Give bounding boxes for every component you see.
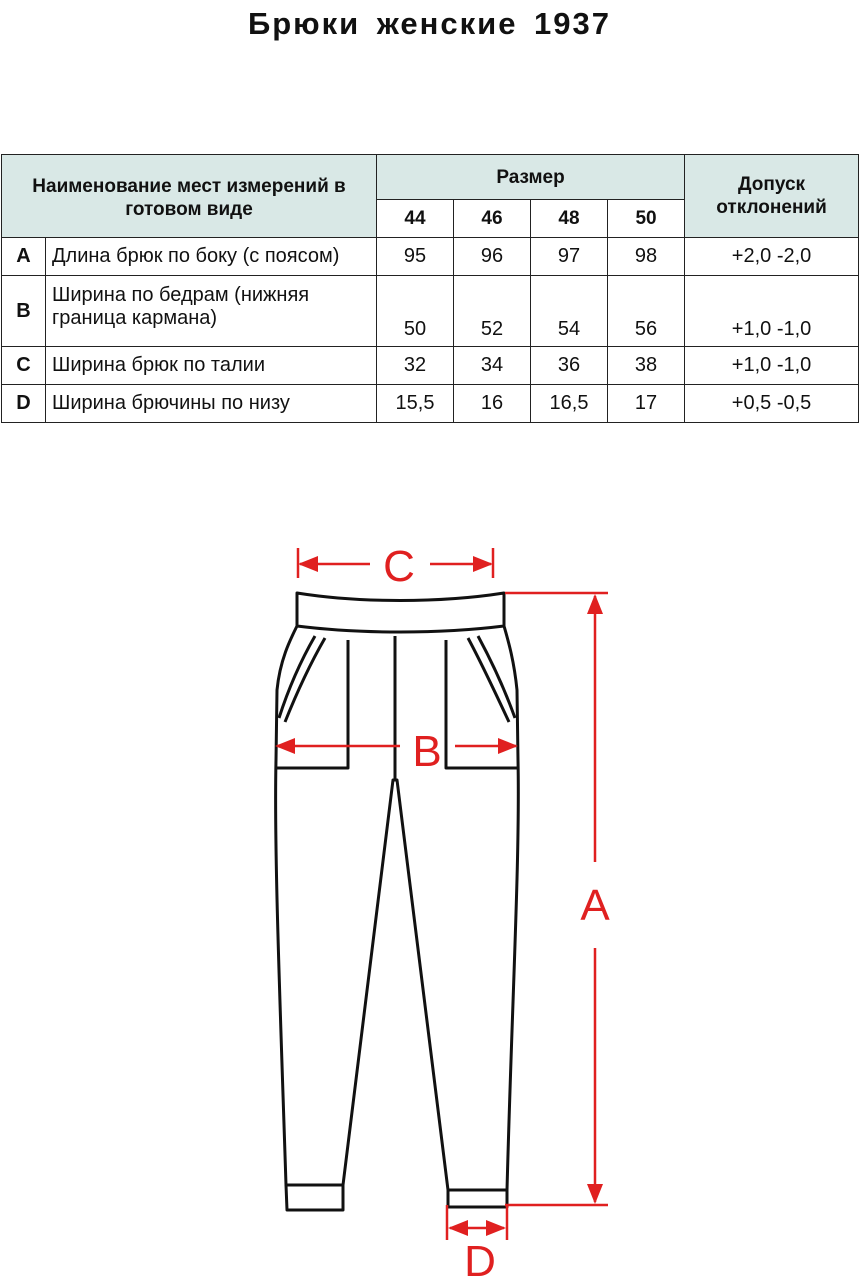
row-value: 16 xyxy=(454,385,531,423)
header-size: Размер xyxy=(377,155,685,200)
row-tolerance: +1,0 -1,0 xyxy=(685,347,859,385)
row-value: 15,5 xyxy=(377,385,454,423)
waistband xyxy=(297,593,504,632)
table-row xyxy=(2,238,859,276)
row-value: 98 xyxy=(608,238,685,276)
pants-outline xyxy=(276,593,519,1210)
row-value: 16,5 xyxy=(531,385,608,423)
row-label: Ширина брючины по низу xyxy=(46,385,377,423)
table-row xyxy=(2,347,859,385)
pants-diagram xyxy=(0,520,859,1280)
dimension-label-b: B xyxy=(412,727,442,776)
left-pocket-opening xyxy=(279,636,315,718)
left-cuff xyxy=(286,1185,343,1210)
row-code: D xyxy=(2,385,46,423)
row-value: 56 xyxy=(608,276,685,347)
row-value: 96 xyxy=(454,238,531,276)
row-value: 52 xyxy=(454,276,531,347)
size-header: 50 xyxy=(608,200,685,238)
row-label: Ширина по бедрам (нижняя граница кармана) xyxy=(46,276,377,347)
table-row xyxy=(2,276,859,347)
row-value: 32 xyxy=(377,347,454,385)
measurement-table xyxy=(1,154,859,423)
left-pocket-opening-inner xyxy=(285,638,325,722)
row-code: C xyxy=(2,347,46,385)
row-code: A xyxy=(2,238,46,276)
row-label: Ширина брюк по талии xyxy=(46,347,377,385)
pants-body xyxy=(276,626,519,1190)
header-tolerance: Допуск отклонений xyxy=(685,155,859,238)
row-value: 50 xyxy=(377,276,454,347)
header-measurement-name: Наименование мест измерений в готовом виде xyxy=(2,155,377,238)
right-cuff xyxy=(448,1190,507,1207)
dimension-label-c: C xyxy=(383,542,415,591)
row-value: 17 xyxy=(608,385,685,423)
dimension-label-a: A xyxy=(580,881,610,930)
row-tolerance: +1,0 -1,0 xyxy=(685,276,859,347)
row-tolerance: +0,5 -0,5 xyxy=(685,385,859,423)
row-tolerance: +2,0 -2,0 xyxy=(685,238,859,276)
row-value: 34 xyxy=(454,347,531,385)
right-pocket-opening-inner xyxy=(468,638,509,722)
table-row xyxy=(2,385,859,423)
right-pocket-bag xyxy=(446,640,518,768)
row-code: B xyxy=(2,276,46,347)
size-header: 44 xyxy=(377,200,454,238)
row-value: 95 xyxy=(377,238,454,276)
page-title: Брюки женские 1937 xyxy=(247,6,612,41)
row-value: 54 xyxy=(531,276,608,347)
row-value: 97 xyxy=(531,238,608,276)
row-value: 38 xyxy=(608,347,685,385)
row-value: 36 xyxy=(531,347,608,385)
dimension-label-d: D xyxy=(464,1237,496,1280)
size-header: 48 xyxy=(531,200,608,238)
size-header: 46 xyxy=(454,200,531,238)
row-label: Длина брюк по боку (с поясом) xyxy=(46,238,377,276)
